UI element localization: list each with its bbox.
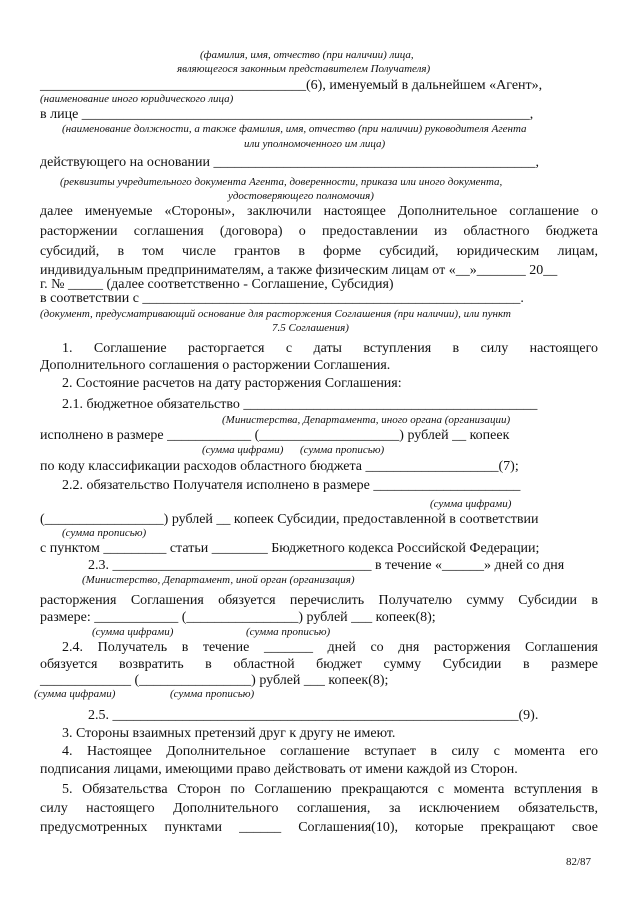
caption-authority-document: удостоверяющего полномочия) <box>228 190 374 202</box>
preamble-line: расторжении соглашения (договора) о предоставлении из областного бюджета <box>40 224 598 239</box>
clause-1-cont: Дополнительного соглашения о расторжении Соглашения. <box>40 358 391 373</box>
caption-ministry-department: (Министерство, Департамент, иной орган (организация) <box>82 574 355 586</box>
caption-ministry-department: (Министерства, Департамента, иного органа (организации) <box>222 414 511 426</box>
clause-2-3: 2.3. _____________________________________ в течение «______» дней со дня <box>88 558 565 573</box>
caption-sum-words: (сумма прописью) <box>300 444 385 456</box>
caption-authorized-person: или уполномоченного им лица) <box>244 138 386 150</box>
basis-line: действующего на основании ______________________________________________, <box>40 155 540 170</box>
preamble-line: далее именуемые «Стороны», заключили настоящее Дополнительное соглашение о <box>40 204 598 219</box>
caption-legal-entity-name: (наименование иного юридического лица) <box>40 93 234 105</box>
caption-sum-words: (сумма прописью) <box>62 527 147 539</box>
clause-2: 2. Состояние расчетов на дату расторжения Соглашения: <box>62 376 402 391</box>
clause-2-3-cont: расторжения Соглашения обязуется перечислить Получателю сумму Субсидии в <box>40 593 598 608</box>
caption-sum-digits: (сумма цифрами) <box>34 688 116 700</box>
representative-line: в лице ________________________________________________________________, <box>40 107 534 122</box>
caption-sum-words: (сумма прописью) <box>170 688 255 700</box>
agent-line: ______________________________________(6), именуемый в дальнейшем «Агент», <box>40 78 543 93</box>
preamble-line: субсидий, в том числе грантов в форме субсидий, юридическим лицам, <box>40 244 598 259</box>
clause-5-cont: предусмотренных пунктами ______ Соглашения(10), которые прекращают свое <box>40 820 598 835</box>
clause-5-cont: силу настоящего Дополнительного соглашения, за исключением обязательств, <box>40 801 598 816</box>
clause-2-2-amount: (_________________) рублей __ копеек Субсидии, предоставленной в соответствии <box>40 512 539 527</box>
clause-2-5: 2.5. __________________________________________________________(9). <box>88 708 539 723</box>
caption-clause-7-5: 7.5 Соглашения) <box>272 322 349 334</box>
clause-2-1-code: по коду классификации расходов областного бюджета ___________________(7); <box>40 459 519 474</box>
clause-5: 5. Обязательства Сторон по Соглашению прекращаются с момента вступления в <box>62 782 598 797</box>
preamble-line: в соответствии с ______________________________________________________. <box>40 291 524 306</box>
caption-agent-document: (реквизиты учредительного документа Агента, доверенности, приказа или иного документа, <box>60 176 503 188</box>
clause-3: 3. Стороны взаимных претензий друг к другу не имеют. <box>62 726 396 741</box>
preamble-line: индивидуальным предпринимателям, а также физическим лицам от «__»_______ 20__ <box>40 263 558 278</box>
clause-2-2-reference: с пунктом _________ статьи ________ Бюджетного кодекса Российской Федерации; <box>40 541 540 556</box>
caption-representative-role: являющегося законным представителем Получателя) <box>177 63 431 75</box>
caption-sum-words: (сумма прописью) <box>246 626 331 638</box>
caption-sum-digits: (сумма цифрами) <box>202 444 284 456</box>
clause-2-4: 2.4. Получатель в течение _______ дней со дня расторжения Соглашения <box>62 640 598 655</box>
clause-2-1: 2.1. бюджетное обязательство __________________________________________ <box>62 397 538 412</box>
caption-sum-digits: (сумма цифрами) <box>92 626 174 638</box>
clause-2-2: 2.2. обязательство Получателя исполнено в размере _____________________ <box>62 478 521 493</box>
clause-2-1-amount: исполнено в размере ____________ (____________________) рублей __ копеек <box>40 428 510 443</box>
clause-2-3-amount: размере: ____________ (________________) рублей ___ копеек(8); <box>40 610 436 625</box>
caption-representative-name: (фамилия, имя, отчество (при наличии) лица, <box>200 49 414 61</box>
caption-agent-position: (наименование должности, а также фамилия, имя, отчество (при наличии) руководителя Агента <box>62 123 527 135</box>
clause-4: 4. Настоящее Дополнительное соглашение вступает в силу с момента его <box>62 744 598 759</box>
clause-2-4-cont: обязуется возвратить в областной бюджет сумму Субсидии в размере <box>40 657 598 672</box>
page-number: 82/87 <box>566 856 592 868</box>
clause-2-4-amount: _____________ (________________) рублей ___ копеек(8); <box>40 673 389 688</box>
clause-4-cont: подписания лицами, имеющими право действовать от имени каждой из Сторон. <box>40 762 518 777</box>
caption-sum-digits: (сумма цифрами) <box>430 498 512 510</box>
clause-1: 1. Соглашение расторгается с даты вступления в силу настоящего <box>62 341 598 356</box>
preamble-line: г. № _____ (далее соответственно - Соглашение, Субсидия) <box>40 277 394 292</box>
caption-termination-basis: (документ, предусматривающий основание для расторжения Соглашения (при наличии), или пункт <box>40 308 511 320</box>
